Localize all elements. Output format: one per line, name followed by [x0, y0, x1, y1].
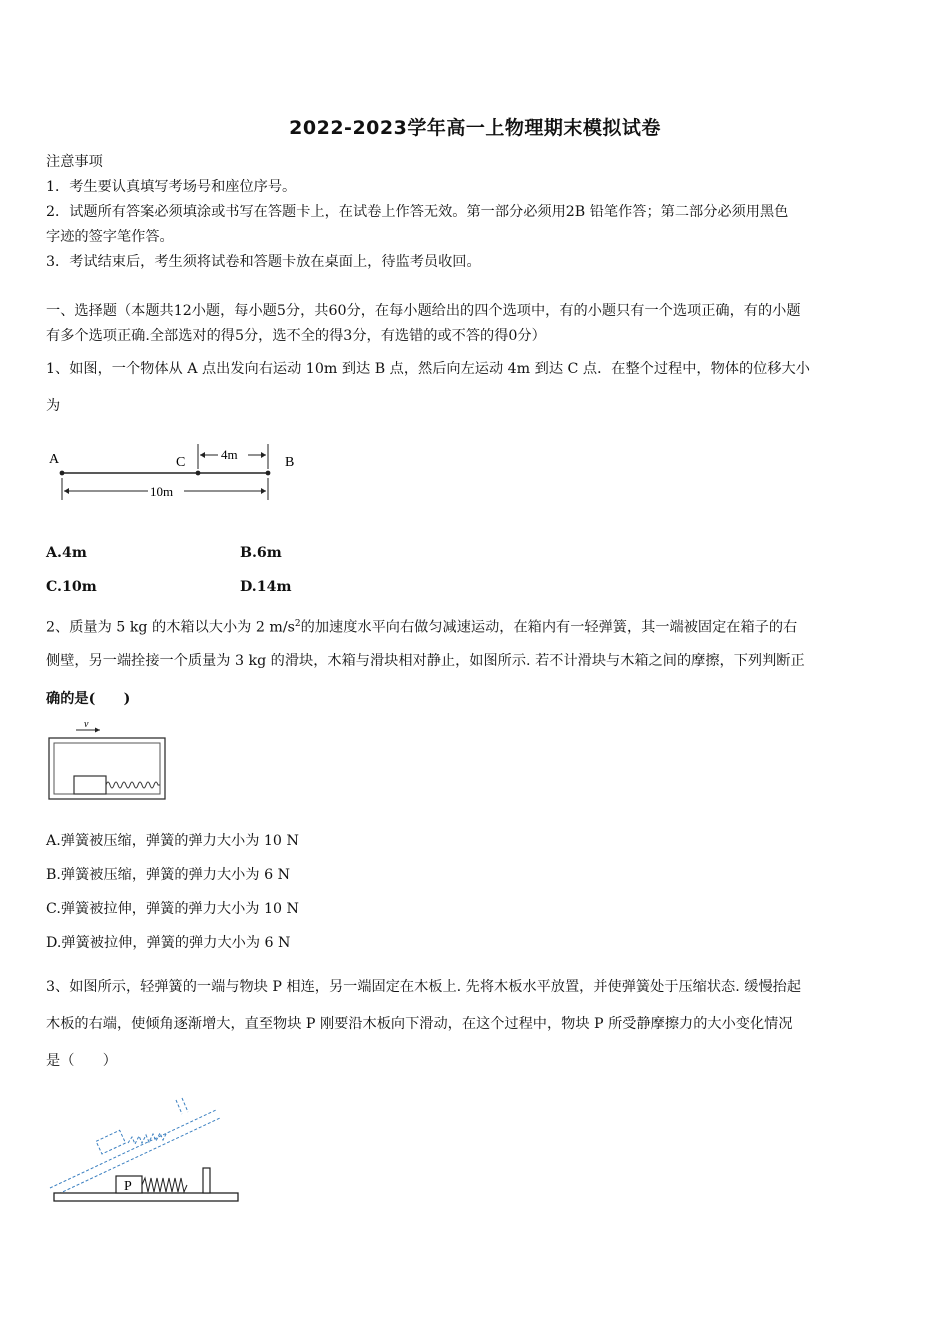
section-intro-line-1: 一、选择题（本题共12小题，每小题5分，共60分，在每小题给出的四个选项中，有的小题只有一个选项正确，有的小题 [46, 303, 801, 319]
notice-item-3: 3．考试结束后，考生须将试卷和答题卡放在桌面上，待监考员收回。 [46, 254, 481, 270]
q1-figure [40, 436, 310, 506]
q2-text-superscript: 2 [294, 619, 301, 629]
notice-heading: 注意事项 [46, 154, 103, 170]
q2-text-part-b: 的加速度水平向右做匀减速运动，在箱内有一轻弹簧，其一端被固定在箱子的右 [300, 619, 798, 636]
q3-figure [46, 1088, 246, 1208]
q3-text-line-1: 3、如图所示，轻弹簧的一端与物块 P 相连，另一端固定在木板上. 先将木板水平放置，并使弹簧处于压缩状态. 缓慢抬起 [46, 979, 802, 995]
notice-item-2-cont: 字迹的签字笔作答。 [46, 229, 174, 245]
q2-option-d: D.弹簧被拉伸，弹簧的弹力大小为 6 N [46, 935, 291, 951]
section-intro-line-2: 有多个选项正确.全部选对的得5分，选不全的得3分，有选错的或不答的得0分） [46, 328, 546, 344]
q3-text-line-3: 是（ ） [46, 1053, 117, 1069]
q2-figure [44, 718, 170, 804]
q1-dim-bottom: 10m [150, 484, 174, 499]
exam-title: 2022-2023学年高一上物理期末模拟试卷 [289, 117, 661, 139]
q3-horizontal-board [54, 1193, 238, 1201]
q1-dim-top: 4m [221, 447, 238, 462]
q2-option-c: C.弹簧被拉伸，弹簧的弹力大小为 10 N [46, 901, 299, 917]
q2-outer-box [49, 738, 165, 799]
q1-option-c: C.10m [46, 579, 97, 595]
q3-spring [142, 1178, 187, 1192]
q2-velocity-label: v [84, 719, 89, 730]
q1-text-line-2: 为 [46, 398, 61, 414]
q1-point-c [196, 471, 201, 476]
q1-point-a [60, 471, 65, 476]
q1-point-b [266, 471, 271, 476]
q1-text-line-1: 1、如图，一个物体从 A 点出发向右运动 10m 到达 B 点，然后向左运动 4m 到达 C 点．在整个过程中，物体的位移大小 [46, 361, 810, 377]
notice-item-2: 2．试题所有答案必须填涂或书写在答题卡上，在试卷上作答无效。第一部分必须用2B 铅笔作答；第二部分必须用黑色 [46, 204, 789, 220]
notice-item-1: 1．考生要认真填写考场号和座位序号。 [46, 179, 297, 195]
q1-label-a: A [49, 452, 60, 467]
q2-inner-box [54, 743, 160, 794]
q2-slider-block [74, 776, 106, 794]
q2-text-part-a: 2、质量为 5 kg 的木箱以大小为 2 m/s [46, 619, 295, 636]
q2-option-a: A.弹簧被压缩，弹簧的弹力大小为 10 N [46, 833, 299, 849]
q2-text-line-3: 确的是( ) [46, 691, 131, 707]
q1-label-b: B [285, 455, 295, 470]
q1-option-a: A.4m [46, 545, 87, 561]
q3-block-label: P [124, 1179, 132, 1194]
q1-label-c: C [176, 455, 186, 470]
q2-text-line-2: 侧壁，另一端拴接一个质量为 3 kg 的滑块，木箱与滑块相对静止，如图所示. 若不计滑块与木箱之间的摩擦，下列判断正 [46, 653, 805, 669]
q2-option-b: B.弹簧被压缩，弹簧的弹力大小为 6 N [46, 867, 291, 883]
q1-option-b: B.6m [240, 545, 282, 561]
q1-option-d: D.14m [240, 579, 292, 595]
q3-wall [203, 1168, 210, 1193]
q3-text-line-2: 木板的右端，使倾角逐渐增大，直至物块 P 刚要沿木板向下滑动，在这个过程中，物块 P 所受静摩擦力的大小变化情况 [46, 1016, 793, 1032]
q2-spring [106, 782, 160, 788]
q2-text-line-1 [46, 614, 908, 638]
